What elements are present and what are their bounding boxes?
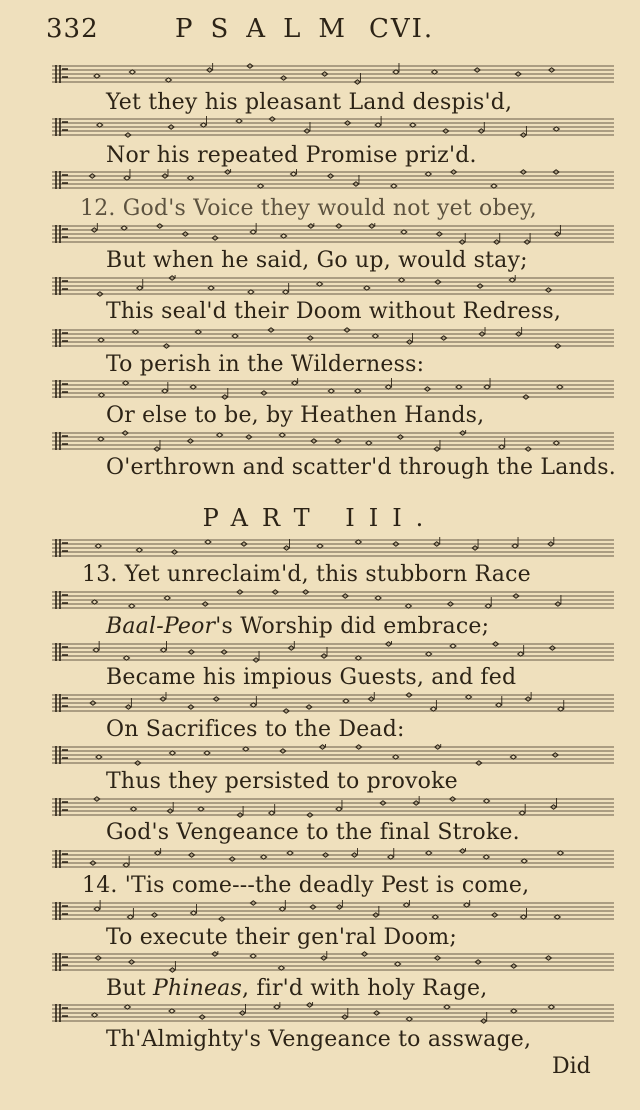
note-head xyxy=(372,334,378,338)
note-head xyxy=(169,751,175,755)
part-heading: PART III. xyxy=(202,504,438,532)
note-head xyxy=(92,1013,98,1017)
music-staff xyxy=(52,63,614,85)
note-head xyxy=(205,540,211,544)
note-head xyxy=(190,385,196,389)
note-head xyxy=(96,755,102,759)
running-head-title: PSALM xyxy=(175,14,363,44)
note-head xyxy=(290,172,296,176)
music-staff xyxy=(52,430,614,452)
note-head xyxy=(395,962,401,966)
verse-text: But when he said, Go up, would stay; xyxy=(106,248,528,273)
verse-text: Thus they persisted to provoke xyxy=(106,769,458,794)
note-head xyxy=(137,286,143,290)
note-head xyxy=(169,1009,175,1013)
note-head xyxy=(406,1017,412,1021)
music-staff xyxy=(52,848,614,870)
note-head xyxy=(250,230,256,234)
note-head xyxy=(162,389,168,393)
note-head xyxy=(557,851,563,855)
note-head xyxy=(509,278,515,282)
staff-graphic xyxy=(52,223,614,245)
verse-text: 13. Yet unreclaim'd, this stubborn Race xyxy=(82,562,531,587)
note-head xyxy=(94,907,100,911)
note-head xyxy=(464,903,470,907)
note-head xyxy=(393,70,399,74)
note-head xyxy=(483,855,489,859)
note-head xyxy=(405,604,411,608)
note-head xyxy=(243,747,249,751)
note-head xyxy=(426,851,432,855)
staff-graphic xyxy=(52,116,614,138)
note-head xyxy=(430,707,436,711)
staff-graphic xyxy=(52,589,614,611)
music-staff xyxy=(52,327,614,349)
note-head xyxy=(93,648,99,652)
note-head xyxy=(328,389,334,393)
music-staff xyxy=(52,692,614,714)
note-head xyxy=(317,544,323,548)
note-head xyxy=(127,915,133,919)
music-staff xyxy=(52,537,614,559)
verse-line xyxy=(106,403,484,429)
note-head xyxy=(450,644,456,648)
note-head xyxy=(279,907,285,911)
note-head xyxy=(401,230,407,234)
note-head xyxy=(129,70,135,74)
note-head xyxy=(123,863,129,867)
note-head xyxy=(553,127,559,131)
note-head xyxy=(425,172,431,176)
verse-line xyxy=(80,196,537,222)
music-staff xyxy=(52,900,614,922)
note-head xyxy=(512,544,518,548)
note-head xyxy=(92,600,98,604)
note-head xyxy=(388,855,394,859)
note-head xyxy=(292,381,298,385)
note-head xyxy=(283,290,289,294)
note-head xyxy=(466,695,472,699)
staff-graphic xyxy=(52,692,614,714)
page-number: 332 xyxy=(46,14,99,44)
verse-line xyxy=(106,820,520,846)
note-head xyxy=(258,184,264,188)
note-head xyxy=(510,755,516,759)
verse-text: Became his impious Guests, and fed xyxy=(106,665,517,690)
note-head xyxy=(123,381,129,385)
note-head xyxy=(124,1005,130,1009)
note-head xyxy=(558,707,564,711)
note-head xyxy=(261,855,267,859)
staff-graphic xyxy=(52,1002,614,1024)
staff-graphic xyxy=(52,951,614,973)
note-head xyxy=(557,385,563,389)
note-head xyxy=(393,755,399,759)
note-head xyxy=(204,751,210,755)
note-head xyxy=(165,78,171,82)
staff-graphic xyxy=(52,641,614,663)
verse-text: This seal'd their Doom without Redress, xyxy=(106,299,562,324)
note-head xyxy=(200,123,206,127)
note-head xyxy=(250,703,256,707)
verse-text: Or else to be, by Heathen Hands, xyxy=(106,403,485,428)
verse-text: God's Vengeance to the final Stroke. xyxy=(106,820,520,845)
catchword: Did xyxy=(552,1054,591,1079)
note-head xyxy=(155,851,161,855)
note-head xyxy=(519,811,525,815)
note-head xyxy=(208,286,214,290)
verse-text: 14. 'Tis come---the deadly Pest is come, xyxy=(82,873,530,898)
note-head xyxy=(131,807,137,811)
note-head xyxy=(187,176,193,180)
music-staff xyxy=(52,223,614,245)
verse-line xyxy=(82,873,529,899)
note-head xyxy=(548,1005,554,1009)
note-head xyxy=(98,437,104,441)
note-head xyxy=(554,915,560,919)
note-head xyxy=(191,911,197,915)
note-head xyxy=(95,544,101,548)
verse-text: Yet they his pleasant Land despis'd, xyxy=(106,90,513,115)
note-head xyxy=(485,604,491,608)
note-head xyxy=(484,799,490,803)
note-head xyxy=(426,652,432,656)
note-head xyxy=(317,282,323,286)
note-head xyxy=(432,915,438,919)
note-head xyxy=(136,548,142,552)
note-head xyxy=(164,596,170,600)
note-head xyxy=(278,966,284,970)
music-staff xyxy=(52,744,614,766)
staff-graphic xyxy=(52,169,614,191)
verse-text: To execute their gen'ral Doom; xyxy=(106,925,457,950)
verse-text: Nor his repeated Promise priz'd. xyxy=(106,143,477,168)
note-head xyxy=(250,954,256,958)
verse-text: 's Worship did embrace; xyxy=(215,614,490,639)
note-head xyxy=(198,807,204,811)
verse-line xyxy=(106,717,405,743)
music-staff xyxy=(52,378,614,400)
verse-line xyxy=(106,614,489,640)
note-head xyxy=(410,123,416,127)
note-head xyxy=(355,656,361,660)
note-head xyxy=(484,385,490,389)
verse-line xyxy=(106,143,477,169)
verse-line xyxy=(106,769,458,795)
note-head xyxy=(336,807,342,811)
note-head xyxy=(98,338,104,342)
note-head xyxy=(385,385,391,389)
note-head xyxy=(518,652,524,656)
note-head xyxy=(121,226,127,230)
note-head xyxy=(195,330,201,334)
music-staff xyxy=(52,169,614,191)
verse-line xyxy=(106,248,528,274)
verse-line xyxy=(106,455,616,481)
staff-graphic xyxy=(52,430,614,452)
note-head xyxy=(281,234,287,238)
note-head xyxy=(403,903,409,907)
note-head xyxy=(444,1005,450,1009)
verse-text: On Sacrifices to the Dead: xyxy=(106,717,405,742)
verse-line xyxy=(106,665,516,691)
note-head xyxy=(287,851,293,855)
note-head xyxy=(236,119,242,123)
note-head xyxy=(496,703,502,707)
verse-line xyxy=(106,299,561,325)
music-staff xyxy=(52,796,614,818)
verse-text: But xyxy=(106,976,153,1001)
note-head xyxy=(399,278,405,282)
note-head xyxy=(375,596,381,600)
verse-text: O'erthrown and scatter'd through the Lands. xyxy=(106,455,616,480)
note-head xyxy=(432,70,438,74)
note-head xyxy=(343,699,349,703)
music-staff xyxy=(52,951,614,973)
note-head xyxy=(232,334,238,338)
note-head xyxy=(364,286,370,290)
running-head-number: CVI. xyxy=(368,14,435,44)
note-head xyxy=(124,656,130,660)
note-head xyxy=(499,445,505,449)
note-head xyxy=(279,433,285,437)
staff-graphic xyxy=(52,63,614,85)
note-head xyxy=(553,441,559,445)
note-head xyxy=(129,604,135,608)
running-head xyxy=(175,14,434,44)
staff-graphic xyxy=(52,848,614,870)
verse-line xyxy=(106,352,424,378)
note-head xyxy=(511,1009,517,1013)
note-head xyxy=(355,389,361,393)
staff-graphic xyxy=(52,796,614,818)
music-staff xyxy=(52,275,614,297)
staff-graphic xyxy=(52,275,614,297)
note-head xyxy=(94,74,100,78)
verse-line xyxy=(106,976,487,1002)
staff-graphic xyxy=(52,537,614,559)
staff-graphic xyxy=(52,378,614,400)
staff-graphic xyxy=(52,327,614,349)
note-head xyxy=(269,811,275,815)
note-head xyxy=(355,540,361,544)
verse-line xyxy=(82,562,531,588)
verse-text: Th'Almighty's Vengeance to asswage, xyxy=(106,1027,532,1052)
verse-text: 12. God's Voice they would not yet obey, xyxy=(80,196,537,221)
verse-text: To perish in the Wilderness: xyxy=(106,352,425,377)
verse-text-italic: Baal-Peor xyxy=(106,614,216,639)
note-head xyxy=(98,393,104,397)
verse-line xyxy=(106,1027,531,1053)
note-head xyxy=(375,123,381,127)
note-head xyxy=(132,330,138,334)
verse-text-italic: Phineas xyxy=(152,976,242,1001)
note-head xyxy=(217,433,223,437)
note-head xyxy=(124,176,130,180)
verse-line xyxy=(106,925,457,951)
verse-line xyxy=(106,90,512,116)
staff-graphic xyxy=(52,900,614,922)
note-head xyxy=(366,441,372,445)
note-head xyxy=(248,290,254,294)
note-head xyxy=(456,385,462,389)
note-head xyxy=(274,1005,280,1009)
note-head xyxy=(391,184,397,188)
music-staff xyxy=(52,641,614,663)
note-head xyxy=(491,184,497,188)
music-staff xyxy=(52,589,614,611)
note-head xyxy=(521,859,527,863)
music-staff xyxy=(52,1002,614,1024)
note-head xyxy=(97,123,103,127)
verse-text: , fir'd with holy Rage, xyxy=(242,976,488,1001)
staff-graphic xyxy=(52,744,614,766)
music-staff xyxy=(52,116,614,138)
note-head xyxy=(161,648,167,652)
note-head xyxy=(520,915,526,919)
